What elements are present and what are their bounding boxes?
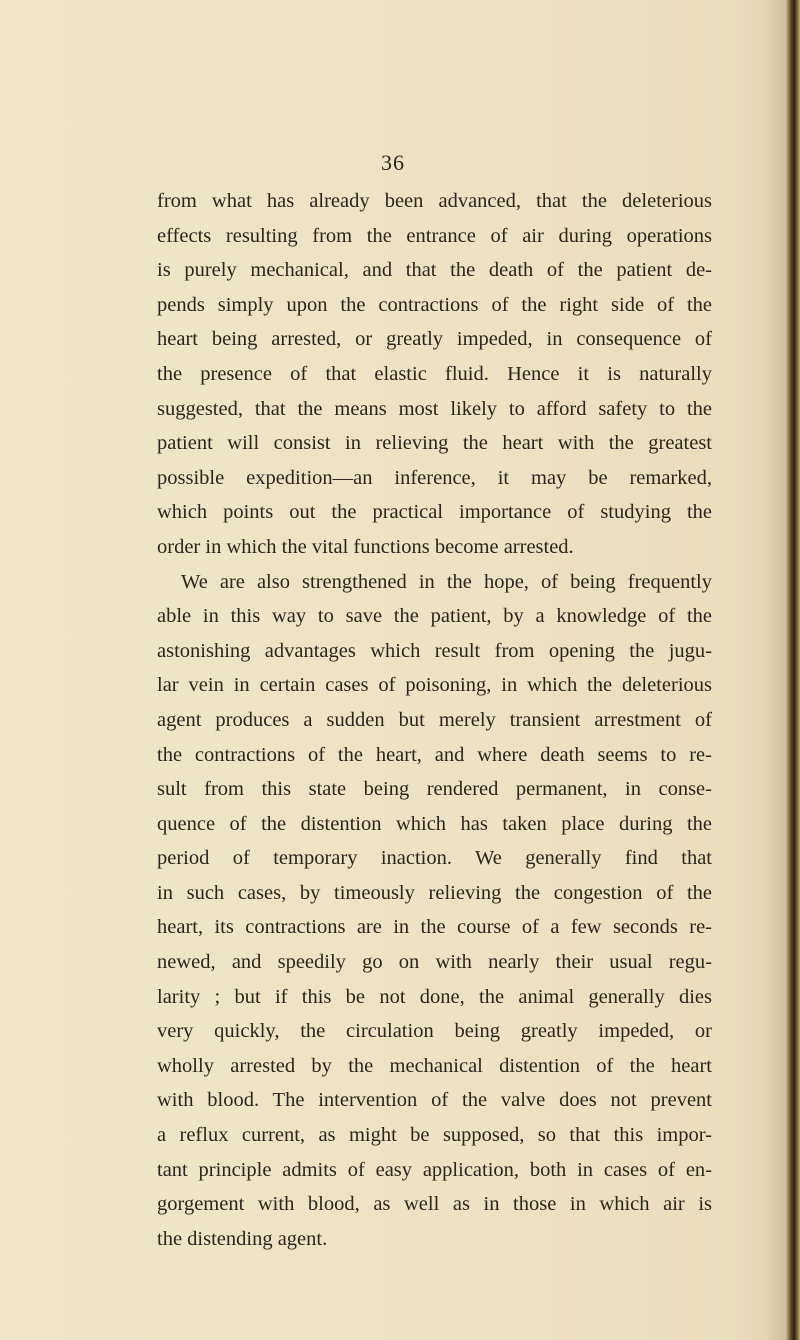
text-line: is purely mechanical, and that the death of the patient de- [157, 259, 712, 282]
text-line: gorgement with blood, as well as in those in which air is [157, 1193, 712, 1216]
text-line: astonishing advantages which result from opening the jugu- [157, 639, 712, 662]
paragraph-end-line: the distending agent. [157, 1227, 328, 1250]
text-line: from what has already been advanced, that the deleterious [157, 190, 712, 212]
text-line: effects resulting from the entrance of air during operations [157, 224, 712, 247]
text-line: heart, its contractions are in the course of a few seconds re- [157, 916, 712, 939]
text-line: the contractions of the heart, and where death seems to re- [157, 743, 712, 766]
text-line: pends simply upon the contractions of the right side of the [157, 293, 712, 316]
text-line: tant principle admits of easy application, both in cases of en- [157, 1158, 712, 1181]
body-text [157, 184, 712, 1256]
text-line: a reflux current, as might be supposed, so that this impor- [157, 1124, 712, 1147]
text-line: newed, and speedily go on with nearly their usual regu- [157, 951, 712, 974]
text-line: lar vein in certain cases of poisoning, in which the deleterious [157, 674, 712, 697]
page-number: 36 [381, 150, 405, 175]
text-line: agent produces a sudden but merely transient arrestment of [157, 708, 712, 731]
book-binding-edge [786, 0, 800, 1340]
text-line: larity ; but if this be not done, the animal generally dies [157, 985, 712, 1008]
text-line: which points out the practical importance of studying the [157, 501, 712, 524]
text-line: quence of the distention which has taken place during the [157, 812, 712, 835]
text-line: able in this way to save the patient, by a knowledge of the [157, 605, 712, 628]
text-line: patient will consist in relieving the heart with the greatest [157, 432, 712, 455]
text-line: very quickly, the circulation being greatly impeded, or [157, 1020, 712, 1043]
text-line: suggested, that the means most likely to afford safety to the [157, 397, 712, 420]
text-line: the presence of that elastic fluid. Hence it is naturally [157, 362, 712, 385]
text-line: possible expedition—an inference, it may be remarked, [157, 466, 712, 489]
text-line: sult from this state being rendered permanent, in conse- [157, 778, 712, 801]
text-line: in such cases, by timeously relieving the congestion of the [157, 881, 712, 904]
text-line: heart being arrested, or greatly impeded, in consequence of [157, 328, 712, 351]
text-line: wholly arrested by the mechanical distention of the heart [157, 1054, 712, 1077]
text-line: with blood. The intervention of the valve does not prevent [157, 1089, 712, 1112]
binding-shadow [764, 0, 786, 1340]
paragraph-start-line: We are also strengthened in the hope, of being frequently [181, 570, 712, 593]
text-line: period of temporary inaction. We generally find that [157, 847, 712, 870]
paragraph-end-line: order in which the vital functions become arrested. [157, 535, 574, 558]
